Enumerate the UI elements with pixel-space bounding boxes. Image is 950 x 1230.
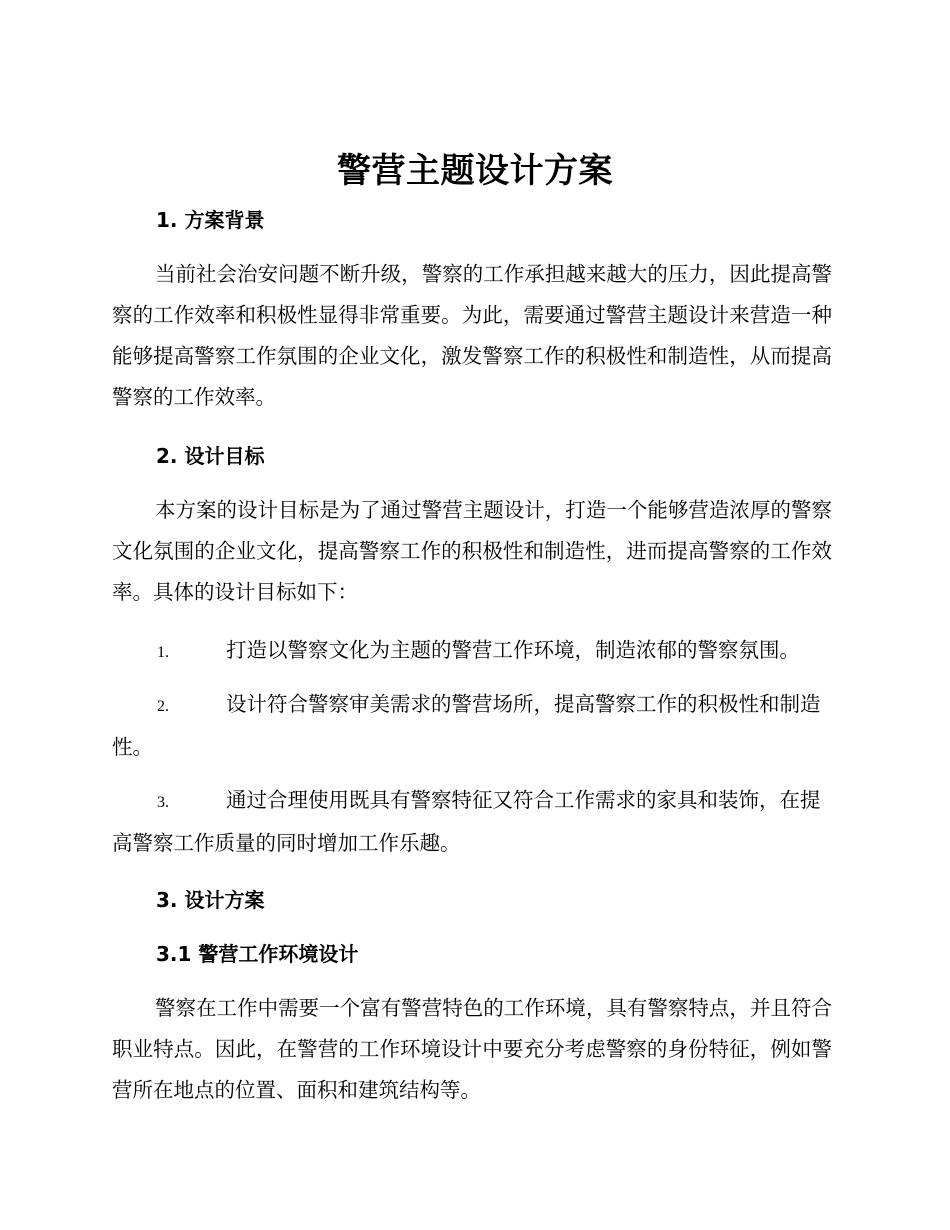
list-item <box>112 684 832 768</box>
section-heading-goals: 2. 设计目标 <box>156 444 265 468</box>
list-item-number: 1. <box>157 644 169 661</box>
section-heading-plan: 3. 设计方案 <box>156 888 265 912</box>
list-item-number: 2. <box>157 698 169 715</box>
document-title: 警营主题设计方案 <box>337 151 613 191</box>
paragraph-environment: 警察在工作中需要一个富有警营特色的工作环境，具有警察特点，并且符合职业特点。因此，在警营的工作环境设计中要充分考虑警察的身份特征，例如警营所在地点的位置、面积和建筑结构等。 <box>112 996 832 1102</box>
list-item-text: 打造以警察文化为主题的警营工作环境，制造浓郁的警察氛围。 <box>226 638 800 662</box>
list-item <box>112 780 832 864</box>
list-item-number: 3. <box>157 794 169 811</box>
paragraph-background: 当前社会治安问题不断升级，警察的工作承担越来越大的压力，因此提高警察的工作效率和积极性显得非常重要。为此，需要通过警营主题设计来营造一种能够提高警察工作氛围的企业文化，激发警察工作的积极性和制造性，从而提高警察的工作效率。 <box>112 262 832 409</box>
paragraph-goals: 本方案的设计目标是为了通过警营主题设计，打造一个能够营造浓厚的警察文化氛围的企业文化，提高警察工作的积极性和制造性，进而提高警察的工作效率。具体的设计目标如下： <box>112 498 832 604</box>
section-heading-background: 1. 方案背景 <box>156 208 265 232</box>
section-heading-environment: 3.1 警营工作环境设计 <box>156 942 359 966</box>
list-item <box>112 630 832 673</box>
list-item-text: 通过合理使用既具有警察特征又符合工作需求的家具和装饰，在提高警察工作质量的同时增加工作乐趣。 <box>112 788 821 855</box>
list-item-text: 设计符合警察审美需求的警营场所，提高警察工作的积极性和制造性。 <box>112 692 821 759</box>
